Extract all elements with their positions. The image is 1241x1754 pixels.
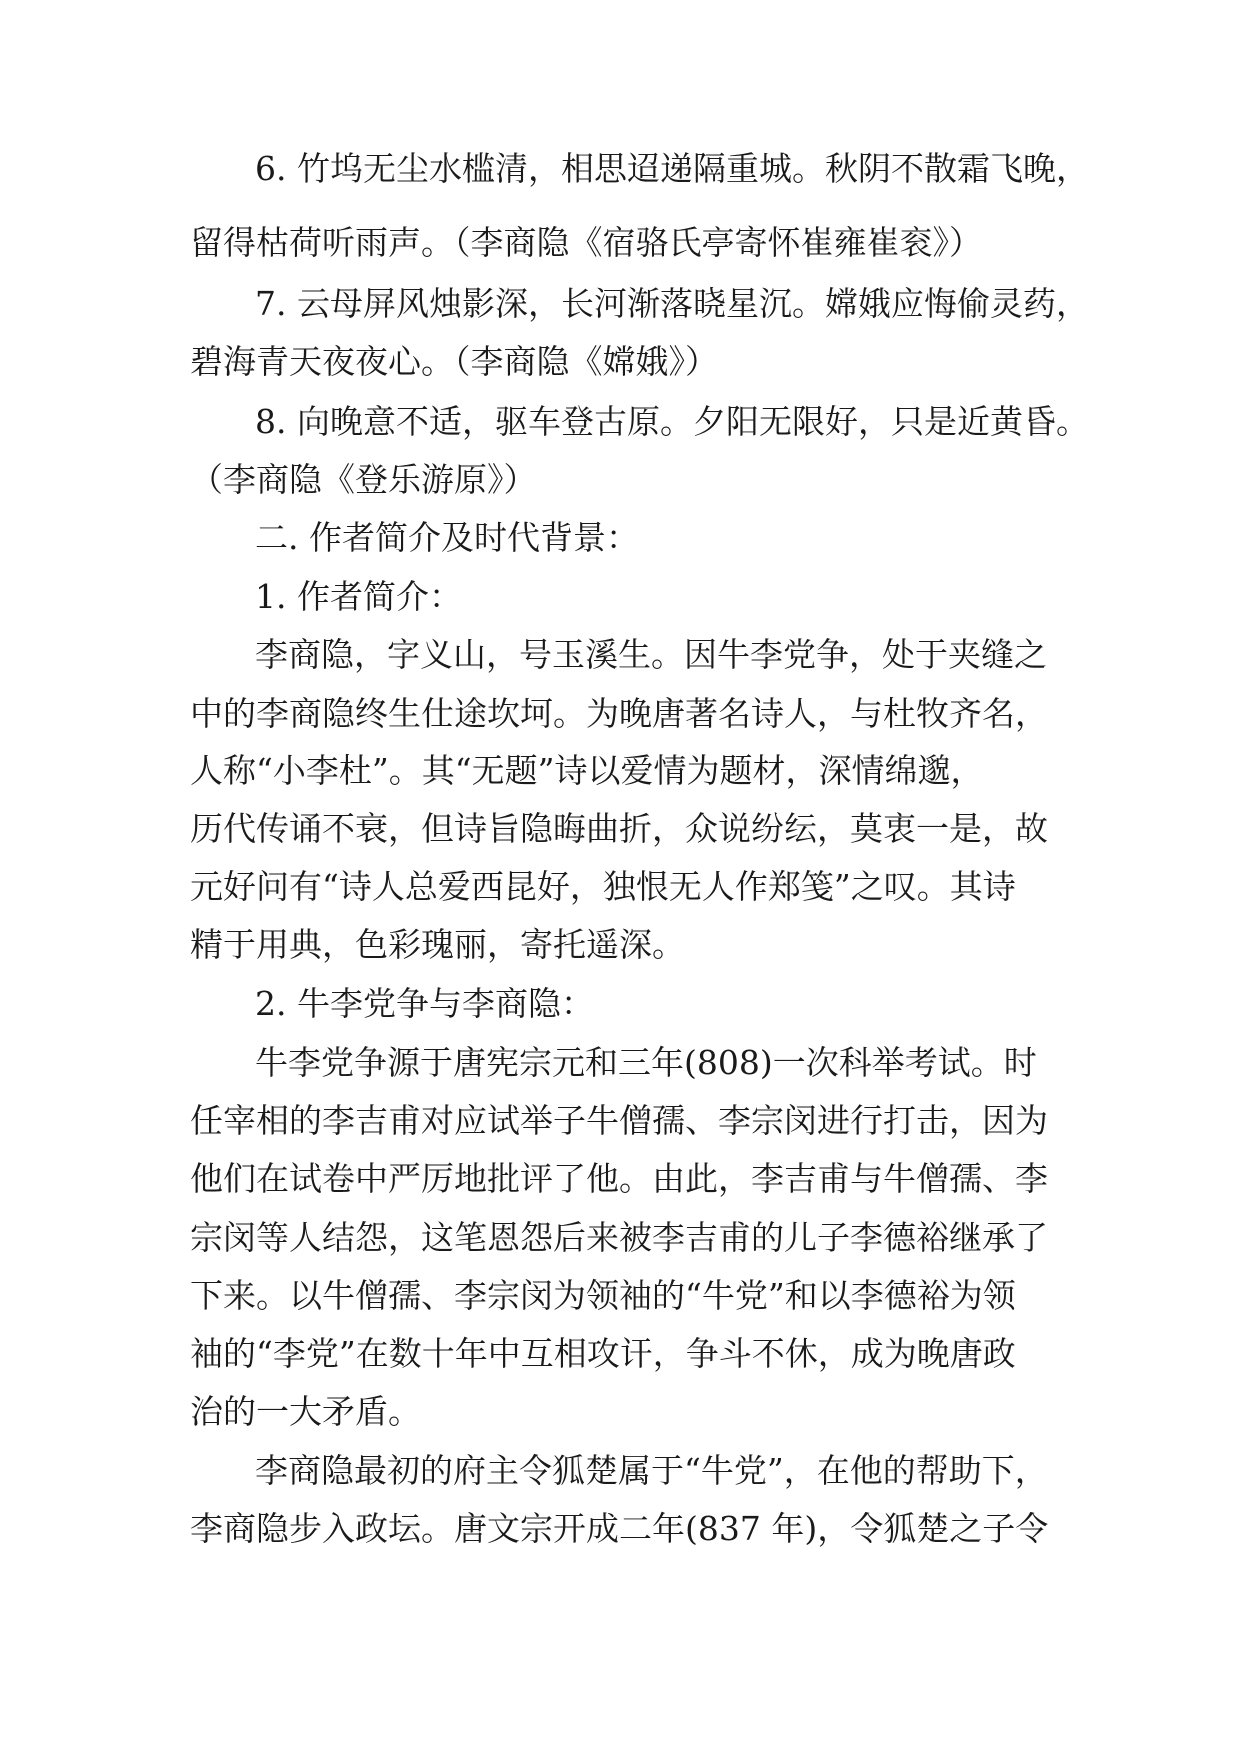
text-line: 李商隐步入政坛。唐文宗开成二年(837 年)，令狐楚之子令 [190, 1509, 1049, 1548]
text-line: 下来。以牛僧孺、李宗闵为领袖的“牛党”和以李德裕为领 [190, 1276, 1016, 1315]
text-line: 中的李商隐终生仕途坎坷。为晚唐著名诗人，与杜牧齐名， [190, 694, 1048, 733]
text-line: （李商隐《登乐游原》） [190, 460, 537, 499]
text-line: 元好问有“诗人总爱西昆好，独恨无人作郑笺”之叹。其诗 [190, 867, 1016, 906]
text-line: 李商隐最初的府主令狐楚属于“牛党”，在他的帮助下， [255, 1451, 1048, 1490]
text-line: 历代传诵不衰，但诗旨隐晦曲折，众说纷纭，莫衷一是，故 [190, 809, 1048, 848]
section-heading: 二. 作者简介及时代背景： [255, 518, 639, 557]
text-line: 袖的“李党”在数十年中互相攻讦，争斗不休，成为晚唐政 [190, 1334, 1016, 1373]
text-line: 6. 竹坞无尘水槛清，相思迢递隔重城。秋阴不散霜飞晚， [255, 149, 1089, 188]
text-line: 碧海青天夜夜心。（李商隐《嫦娥》） [190, 342, 718, 381]
subsection-heading: 1. 作者简介： [255, 577, 462, 616]
text-line: 人称“小李杜”。其“无题”诗以爱情为题材，深情绵邈， [190, 751, 984, 790]
text-line: 他们在试卷中严厉地批评了他。由此，李吉甫与牛僧孺、李 [190, 1159, 1048, 1198]
text-line: 8. 向晚意不适，驱车登古原。夕阳无限好，只是近黄昏。 [255, 402, 1089, 441]
text-line: 治的一大矛盾。 [190, 1392, 421, 1431]
text-line: 任宰相的李吉甫对应试举子牛僧孺、李宗闵进行打击，因为 [190, 1101, 1048, 1140]
subsection-heading: 2. 牛李党争与李商隐： [255, 984, 594, 1023]
text-line: 李商隐，字义山，号玉溪生。因牛李党争，处于夹缝之 [255, 635, 1047, 674]
text-line: 宗闵等人结怨，这笔恩怨后来被李吉甫的儿子李德裕继承了 [190, 1218, 1048, 1257]
text-line: 7. 云母屏风烛影深，长河渐落晓星沉。嫦娥应悔偷灵药， [255, 284, 1089, 323]
text-line: 精于用典，色彩瑰丽，寄托遥深。 [190, 925, 685, 964]
text-line: 留得枯荷听雨声。（李商隐《宿骆氏亭寄怀崔雍崔衮》） [190, 223, 982, 262]
text-line: 牛李党争源于唐宪宗元和三年(808)一次科举考试。时 [255, 1043, 1037, 1082]
